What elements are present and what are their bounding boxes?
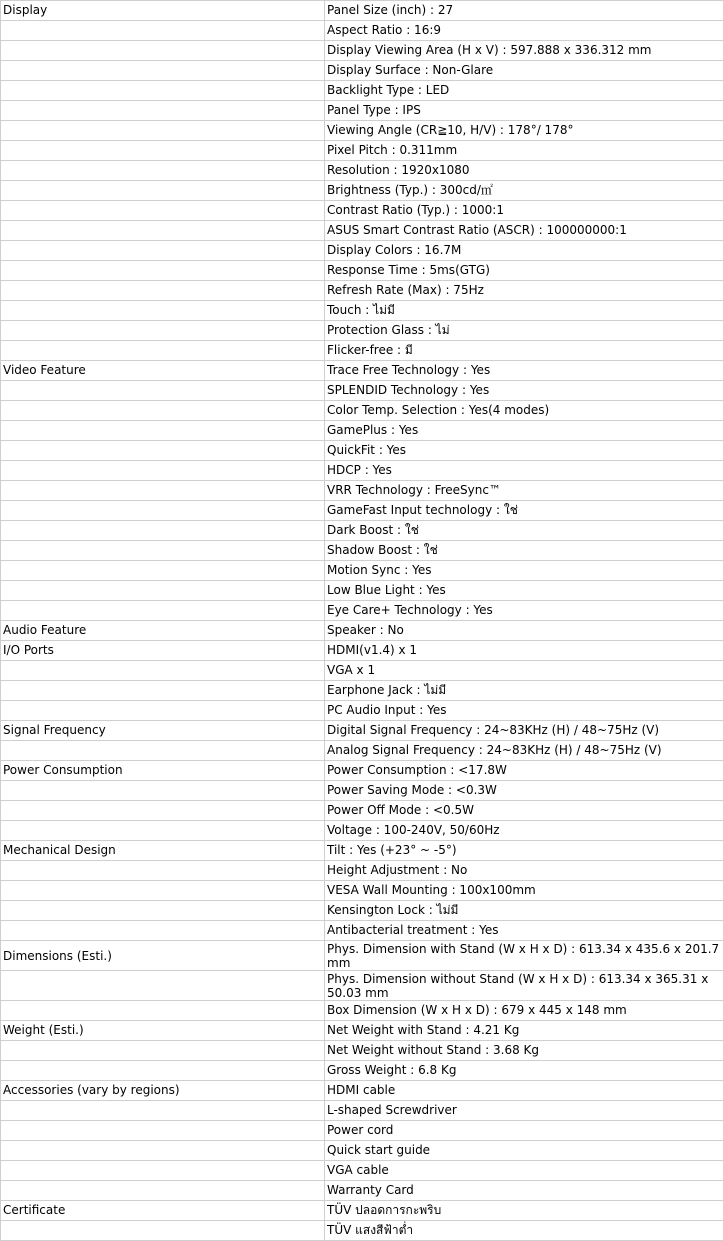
spec-category-empty [1,521,325,541]
spec-category-empty [1,861,325,881]
spec-category-empty [1,661,325,681]
spec-row [1,421,723,441]
spec-row [1,1121,723,1141]
spec-value: Response Time : 5ms(GTG) [325,261,723,281]
spec-row [1,261,723,281]
spec-category-empty [1,81,325,101]
spec-row [1,561,723,581]
spec-value: SPLENDID Technology : Yes [325,381,723,401]
spec-category-empty [1,21,325,41]
spec-value: VESA Wall Mounting : 100x100mm [325,881,723,901]
spec-category: Weight (Esti.) [1,1021,325,1041]
spec-value: Backlight Type : LED [325,81,723,101]
spec-category: Power Consumption [1,761,325,781]
spec-category-empty [1,541,325,561]
spec-row [1,161,723,181]
spec-category: Dimensions (Esti.) [1,941,325,971]
spec-row [1,521,723,541]
spec-row [1,581,723,601]
spec-category-empty [1,61,325,81]
spec-row [1,881,723,901]
spec-category-empty [1,821,325,841]
spec-value: TÜV ปลอดการกะพริบ [325,1201,723,1221]
spec-value: PC Audio Input : Yes [325,701,723,721]
spec-category-empty [1,681,325,701]
spec-row [1,821,723,841]
spec-row [1,721,723,741]
spec-category-empty [1,201,325,221]
spec-category-empty [1,501,325,521]
spec-value: ASUS Smart Contrast Ratio (ASCR) : 100000000:1 [325,221,723,241]
spec-row [1,841,723,861]
spec-value: Height Adjustment : No [325,861,723,881]
spec-category-empty [1,1061,325,1081]
spec-value: GameFast Input technology : ใช่ [325,501,723,521]
spec-category-empty [1,561,325,581]
spec-category: Certificate [1,1201,325,1221]
spec-category: Accessories (vary by regions) [1,1081,325,1101]
spec-value: Net Weight without Stand : 3.68 Kg [325,1041,723,1061]
spec-row [1,1101,723,1121]
spec-row [1,481,723,501]
spec-row [1,381,723,401]
spec-row [1,1021,723,1041]
spec-value: Power Off Mode : <0.5W [325,801,723,821]
spec-category: Mechanical Design [1,841,325,861]
spec-value: Antibacterial treatment : Yes [325,921,723,941]
spec-row [1,541,723,561]
spec-value: Gross Weight : 6.8 Kg [325,1061,723,1081]
spec-category: I/O Ports [1,641,325,661]
spec-value: Display Surface : Non-Glare [325,61,723,81]
spec-category-empty [1,461,325,481]
spec-row [1,141,723,161]
spec-category: Signal Frequency [1,721,325,741]
spec-value: Power cord [325,1121,723,1141]
spec-row [1,681,723,701]
spec-row [1,101,723,121]
spec-category-empty [1,1161,325,1181]
spec-category-empty [1,1141,325,1161]
spec-table-body [1,1,723,1241]
spec-value: Trace Free Technology : Yes [325,361,723,381]
spec-value: HDCP : Yes [325,461,723,481]
spec-value: Low Blue Light : Yes [325,581,723,601]
spec-row [1,741,723,761]
spec-value: Dark Boost : ใช่ [325,521,723,541]
spec-value: Digital Signal Frequency : 24~83KHz (H) / 48~75Hz (V) [325,721,723,741]
spec-value: Tilt : Yes (+23° ~ -5°) [325,841,723,861]
spec-row [1,1201,723,1221]
spec-category-empty [1,341,325,361]
spec-value: Refresh Rate (Max) : 75Hz [325,281,723,301]
spec-value: Eye Care+ Technology : Yes [325,601,723,621]
spec-category-empty [1,921,325,941]
spec-row [1,61,723,81]
spec-value: Earphone Jack : ไม่มี [325,681,723,701]
spec-value: Kensington Lock : ไม่มี [325,901,723,921]
spec-value: Phys. Dimension with Stand (W x H x D) : 613.34 x 435.6 x 201.7 mm [325,941,723,971]
spec-category-empty [1,41,325,61]
spec-value: Display Viewing Area (H x V) : 597.888 x 336.312 mm [325,41,723,61]
spec-row [1,321,723,341]
spec-value: Voltage : 100-240V, 50/60Hz [325,821,723,841]
spec-value: Pixel Pitch : 0.311mm [325,141,723,161]
spec-row [1,1141,723,1161]
spec-value: Quick start guide [325,1141,723,1161]
spec-row [1,621,723,641]
spec-category-empty [1,481,325,501]
spec-category-empty [1,781,325,801]
spec-category-empty [1,901,325,921]
spec-category-empty [1,1101,325,1121]
spec-category-empty [1,441,325,461]
spec-row [1,181,723,201]
spec-row [1,1181,723,1201]
spec-category: Display [1,1,325,21]
spec-category: Audio Feature [1,621,325,641]
spec-row [1,1221,723,1241]
spec-value: Panel Type : IPS [325,101,723,121]
spec-category-empty [1,401,325,421]
spec-row [1,301,723,321]
spec-value: Phys. Dimension without Stand (W x H x D) : 613.34 x 365.31 x 50.03 mm [325,971,723,1001]
spec-category-empty [1,971,325,1001]
spec-row [1,461,723,481]
spec-value: Analog Signal Frequency : 24~83KHz (H) / 48~75Hz (V) [325,741,723,761]
spec-row [1,1161,723,1181]
spec-category-empty [1,1041,325,1061]
spec-category-empty [1,281,325,301]
spec-row [1,81,723,101]
spec-value: Brightness (Typ.) : 300cd/㎡ [325,181,723,201]
spec-row [1,121,723,141]
spec-value: Speaker : No [325,621,723,641]
spec-row [1,21,723,41]
spec-row [1,1081,723,1101]
spec-value: Panel Size (inch) : 27 [325,1,723,21]
spec-row [1,761,723,781]
spec-category-empty [1,261,325,281]
spec-value: Aspect Ratio : 16:9 [325,21,723,41]
spec-row [1,401,723,421]
spec-row [1,661,723,681]
spec-value: VGA x 1 [325,661,723,681]
spec-category-empty [1,421,325,441]
spec-value: Color Temp. Selection : Yes(4 modes) [325,401,723,421]
spec-value: Power Consumption : <17.8W [325,761,723,781]
spec-category-empty [1,1001,325,1021]
spec-category-empty [1,1121,325,1141]
spec-row [1,801,723,821]
spec-category: Video Feature [1,361,325,381]
spec-value: Protection Glass : ไม่ [325,321,723,341]
spec-category-empty [1,601,325,621]
spec-category-empty [1,101,325,121]
spec-value: Shadow Boost : ใช่ [325,541,723,561]
spec-value: Display Colors : 16.7M [325,241,723,261]
spec-value: Motion Sync : Yes [325,561,723,581]
spec-category-empty [1,741,325,761]
spec-category-empty [1,161,325,181]
spec-category-empty [1,241,325,261]
spec-row [1,971,723,1001]
spec-row [1,1001,723,1021]
spec-row [1,641,723,661]
spec-value: TÜV แสงสีฟ้าต่ำ [325,1221,723,1241]
spec-value: Viewing Angle (CR≧10, H/V) : 178°/ 178° [325,121,723,141]
spec-value: QuickFit : Yes [325,441,723,461]
spec-row [1,221,723,241]
spec-category-empty [1,801,325,821]
spec-category-empty [1,701,325,721]
spec-value: GamePlus : Yes [325,421,723,441]
spec-value: Box Dimension (W x H x D) : 679 x 445 x 148 mm [325,1001,723,1021]
spec-value: Flicker-free : มี [325,341,723,361]
spec-category-empty [1,1221,325,1241]
spec-row [1,501,723,521]
spec-row [1,861,723,881]
spec-value: L-shaped Screwdriver [325,1101,723,1121]
spec-value: Net Weight with Stand : 4.21 Kg [325,1021,723,1041]
spec-category-empty [1,881,325,901]
spec-category-empty [1,321,325,341]
spec-row [1,241,723,261]
spec-value: Warranty Card [325,1181,723,1201]
spec-value: VGA cable [325,1161,723,1181]
spec-row [1,1041,723,1061]
spec-category-empty [1,221,325,241]
spec-row [1,901,723,921]
spec-row [1,1061,723,1081]
spec-row [1,941,723,971]
spec-value: Power Saving Mode : <0.3W [325,781,723,801]
spec-value: VRR Technology : FreeSync™ [325,481,723,501]
spec-value: Resolution : 1920x1080 [325,161,723,181]
spec-category-empty [1,181,325,201]
spec-category-empty [1,381,325,401]
spec-row [1,201,723,221]
spec-category-empty [1,1181,325,1201]
spec-row [1,1,723,21]
spec-row [1,281,723,301]
spec-value: HDMI(v1.4) x 1 [325,641,723,661]
spec-row [1,921,723,941]
spec-category-empty [1,581,325,601]
spec-row [1,441,723,461]
spec-row [1,341,723,361]
spec-value: Touch : ไม่มี [325,301,723,321]
spec-row [1,781,723,801]
spec-category-empty [1,121,325,141]
spec-value: HDMI cable [325,1081,723,1101]
spec-row [1,41,723,61]
spec-category-empty [1,141,325,161]
spec-row [1,361,723,381]
spec-value: Contrast Ratio (Typ.) : 1000:1 [325,201,723,221]
spec-category-empty [1,301,325,321]
spec-row [1,701,723,721]
spec-row [1,601,723,621]
